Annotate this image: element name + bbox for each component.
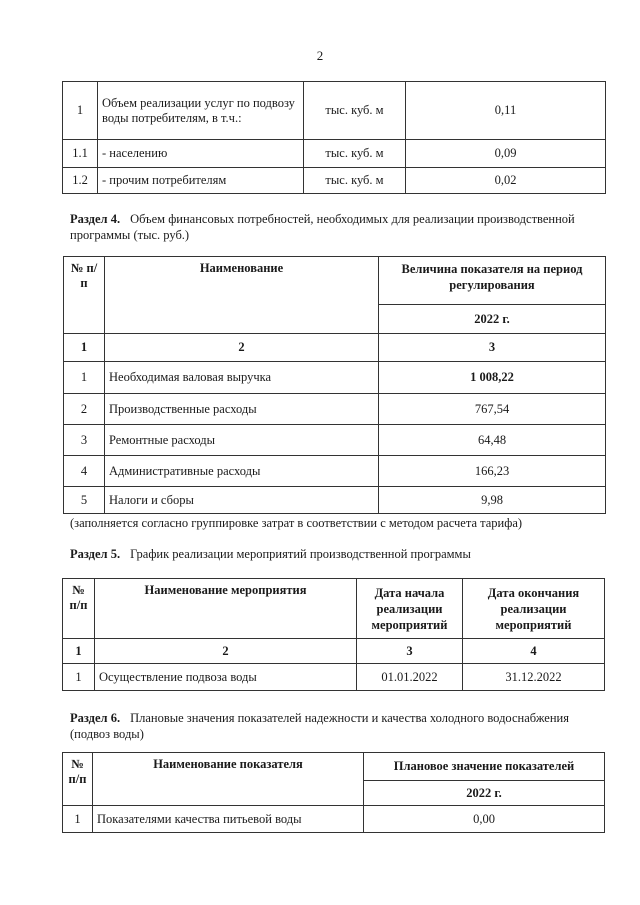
table-row — [63, 82, 606, 140]
row-value: 1 008,22 — [379, 362, 606, 394]
index-cell: 2 — [105, 334, 379, 362]
section4-label: Раздел 4. — [70, 212, 121, 226]
row-value: 166,23 — [379, 456, 606, 487]
header-row — [64, 257, 606, 305]
row-name: Осуществление подвоза воды — [95, 664, 357, 691]
section6-heading — [70, 710, 610, 742]
section4-title: Объем финансовых потребностей, необходимых для реализации производственной программы (тыс. руб.) — [70, 212, 575, 242]
header-year: 2022 г. — [379, 305, 606, 334]
row-unit: тыс. куб. м — [304, 168, 406, 194]
row-unit: тыс. куб. м — [304, 82, 406, 140]
index-cell: 4 — [463, 639, 605, 664]
index-cell: 1 — [63, 639, 95, 664]
row-name: Административные расходы — [105, 456, 379, 487]
row-num: 3 — [64, 425, 105, 456]
row-name: Производственные расходы — [105, 394, 379, 425]
header-name: Наименование — [105, 257, 379, 334]
section6-table — [62, 752, 605, 833]
index-cell: 1 — [64, 334, 105, 362]
row-value: 0,02 — [406, 168, 606, 194]
row-num: 1.2 — [63, 168, 98, 194]
row-name: Налоги и сборы — [105, 487, 379, 514]
row-value: 9,98 — [379, 487, 606, 514]
header-end: Дата окончания реализации мероприятий — [463, 579, 605, 639]
header-year: 2022 г. — [364, 781, 605, 806]
section5-heading — [70, 546, 610, 562]
row-num: 1.1 — [63, 140, 98, 168]
row-value: 0,11 — [406, 82, 606, 140]
row-value: 767,54 — [379, 394, 606, 425]
header-row — [63, 753, 605, 781]
row-name: - населению — [98, 140, 304, 168]
row-value: 0,00 — [364, 806, 605, 833]
volume-table — [62, 81, 606, 194]
header-num: № п/п — [63, 579, 95, 639]
index-cell: 3 — [379, 334, 606, 362]
header-row — [63, 579, 605, 639]
header-name: Наименование показателя — [93, 753, 364, 806]
page-number: 2 — [316, 48, 324, 63]
table-row — [64, 394, 606, 425]
row-name: - прочим потребителям — [98, 168, 304, 194]
row-value: 64,48 — [379, 425, 606, 456]
header-num: № п/п — [63, 753, 93, 806]
row-value: 0,09 — [406, 140, 606, 168]
header-num: № п/п — [64, 257, 105, 334]
table-row — [63, 168, 606, 194]
table-row — [64, 456, 606, 487]
row-num: 5 — [64, 487, 105, 514]
table-row — [63, 664, 605, 691]
section4-note: (заполняется согласно группировке затрат в соответствии с методом расчета тарифа) — [70, 516, 523, 530]
table-row — [63, 140, 606, 168]
header-start: Дата начала реализации мероприятий — [357, 579, 463, 639]
index-row — [64, 334, 606, 362]
section5-title: График реализации мероприятий производственной программы — [130, 547, 471, 561]
table-row — [64, 425, 606, 456]
row-num: 4 — [64, 456, 105, 487]
table-row — [64, 487, 606, 514]
header-value: Величина показателя на период регулирования — [379, 257, 606, 305]
index-cell: 3 — [357, 639, 463, 664]
row-num: 1 — [63, 82, 98, 140]
header-value: Плановое значение показателей — [364, 753, 605, 781]
section4-table — [63, 256, 606, 514]
section5-table — [62, 578, 605, 691]
row-num: 2 — [64, 394, 105, 425]
section6-title: Плановые значения показателей надежности и качества холодного водоснабжения (подвоз воды) — [70, 711, 569, 741]
row-num: 1 — [63, 806, 93, 833]
row-name: Объем реализации услуг по подвозу воды потребителям, в т.ч.: — [98, 82, 304, 140]
row-num: 1 — [63, 664, 95, 691]
row-name: Показателями качества питьевой воды — [93, 806, 364, 833]
row-name: Ремонтные расходы — [105, 425, 379, 456]
section5-label: Раздел 5. — [70, 547, 121, 561]
row-num: 1 — [64, 362, 105, 394]
section6-label: Раздел 6. — [70, 711, 121, 725]
header-name: Наименование мероприятия — [95, 579, 357, 639]
index-cell: 2 — [95, 639, 357, 664]
table-row — [64, 362, 606, 394]
row-unit: тыс. куб. м — [304, 140, 406, 168]
index-row — [63, 639, 605, 664]
section4-heading — [70, 211, 610, 243]
row-end: 31.12.2022 — [463, 664, 605, 691]
table-row — [63, 806, 605, 833]
row-name: Необходимая валовая выручка — [105, 362, 379, 394]
row-start: 01.01.2022 — [357, 664, 463, 691]
